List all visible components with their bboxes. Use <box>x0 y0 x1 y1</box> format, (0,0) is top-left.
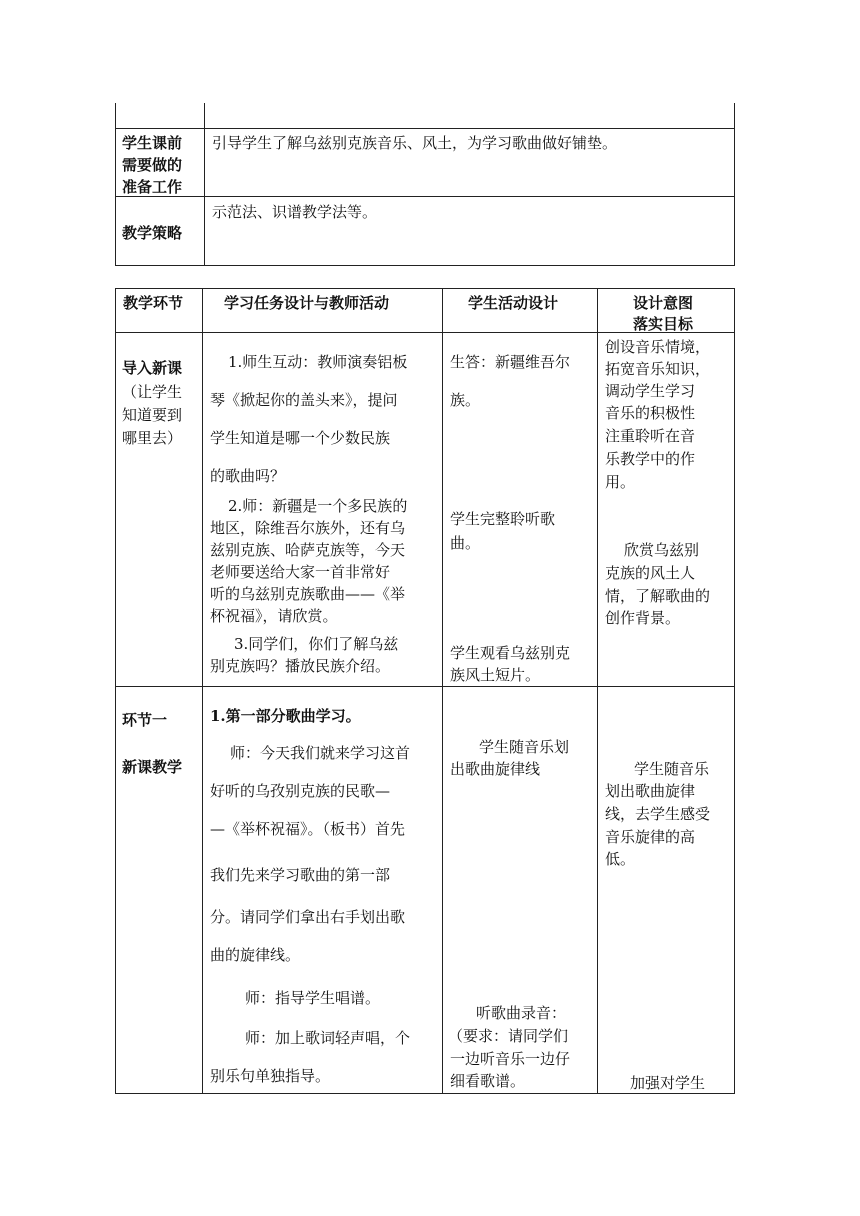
header-student-activity: 学生活动设计 <box>468 294 559 312</box>
intro-intent-line: 创作背景。 <box>605 609 681 627</box>
table2-col-divider <box>202 288 203 1094</box>
section1-stage-name: 新课教学 <box>122 758 183 776</box>
intro-intent-line: 拓宽音乐知识， <box>605 360 711 378</box>
table2-left-border <box>115 288 116 1094</box>
table2-row-divider <box>115 686 735 687</box>
header-intent: 设计意图 <box>633 294 694 312</box>
intro-student-line: 生答：新疆维吾尔 <box>450 353 571 371</box>
intro-intent-line: 欣赏乌兹别 <box>624 541 700 559</box>
intro-student-line: 族。 <box>450 391 481 409</box>
section1-student-line: （要求：请同学们 <box>448 1027 569 1045</box>
section1-teacher-line: 好听的乌孜别克族的民歌— <box>210 782 391 800</box>
header-goal: 落实目标 <box>633 315 694 333</box>
strategy-label: 教学策略 <box>122 224 183 242</box>
section1-intent-line: 加强对学生 <box>630 1074 706 1092</box>
section1-stage-title: 环节一 <box>122 711 168 729</box>
intro-teacher-line: 3.同学们，你们了解乌兹 <box>234 635 399 653</box>
intro-intent-line: 情，了解歌曲的 <box>605 587 711 605</box>
intro-teacher-line: 杯祝福》，请欣赏。 <box>210 607 338 625</box>
intro-intent-line: 注重聆听在音 <box>605 427 696 445</box>
intro-intent-line: 创设音乐情境， <box>605 338 711 356</box>
header-teacher-activity: 学习任务设计与教师活动 <box>224 294 390 312</box>
table2-right-border <box>734 288 735 1094</box>
intro-teacher-line: 兹别克族、哈萨克族等，今天 <box>210 541 406 559</box>
table2-top-border <box>115 288 735 289</box>
section1-teacher-line: 师：加上歌词轻声唱，个 <box>245 1029 411 1047</box>
section1-teacher-line: 分。请同学们拿出右手划出歌 <box>210 908 406 926</box>
section1-student-line: 细看歌谱。 <box>450 1072 526 1090</box>
intro-intent-line: 乐教学中的作 <box>605 450 696 468</box>
prep-label-line: 需要做的 <box>122 156 183 174</box>
section1-student-line: 听歌曲录音： <box>476 1004 567 1022</box>
intro-teacher-line: 琴《掀起你的盖头来》，提问 <box>210 391 398 409</box>
intro-teacher-line: 1.师生互动：教师演奏铝板 <box>228 353 408 371</box>
intro-teacher-line: 学生知道是哪一个少数民族 <box>210 429 391 447</box>
intro-student-line: 曲。 <box>450 534 481 552</box>
intro-intent-line: 音乐的积极性 <box>605 404 696 422</box>
intro-stage-note: 知道要到 <box>122 406 183 424</box>
intro-stage-note: （让学生 <box>122 383 183 401</box>
table1-row-divider <box>115 128 735 129</box>
section1-teacher-line: —《举杯祝福》。（板书）首先 <box>210 820 406 838</box>
section1-intent-line: 划出歌曲旋律 <box>605 782 696 800</box>
section1-teacher-heading: 1.第一部分歌曲学习。 <box>210 707 361 725</box>
intro-teacher-line: 听的乌兹别克族歌曲——《举 <box>210 585 406 603</box>
section1-teacher-line: 师：今天我们就来学习这首 <box>230 744 411 762</box>
table2-col-divider <box>442 288 443 1094</box>
intro-teacher-line: 地区，除维吾尔族外，还有乌 <box>210 519 406 537</box>
section1-intent-line: 音乐旋律的高 <box>605 828 696 846</box>
intro-stage-note: 哪里去） <box>122 429 183 447</box>
intro-student-line: 学生完整聆听歌 <box>450 510 556 528</box>
intro-teacher-line: 老师要送给大家一首非常好 <box>210 563 391 581</box>
intro-student-line: 学生观看乌兹别克 <box>450 644 571 662</box>
intro-student-line: 族风土短片。 <box>450 666 541 684</box>
section1-intent-line: 线，去学生感受 <box>605 805 711 823</box>
intro-teacher-line: 的歌曲吗？ <box>210 467 286 485</box>
table1-bottom-border <box>115 265 735 266</box>
intro-intent-line: 调动学生学习 <box>605 382 696 400</box>
header-stage: 教学环节 <box>123 294 184 312</box>
section1-teacher-line: 师：指导学生唱谱。 <box>245 989 381 1007</box>
section1-teacher-line: 别乐句单独指导。 <box>210 1067 331 1085</box>
intro-teacher-line: 2.师：新疆是一个多民族的 <box>228 497 408 515</box>
table2-col-divider <box>597 288 598 1094</box>
strategy-content: 示范法、识谱教学法等。 <box>212 203 378 221</box>
prep-label-line: 学生课前 <box>122 134 183 152</box>
section1-teacher-line: 曲的旋律线。 <box>210 946 301 964</box>
intro-stage-title: 导入新课 <box>122 359 183 377</box>
intro-teacher-line: 别克族吗？播放民族介绍。 <box>210 657 391 675</box>
prep-label-line: 准备工作 <box>122 178 183 196</box>
section1-student-line: 出歌曲旋律线 <box>450 760 541 778</box>
intro-intent-line: 用。 <box>605 473 636 491</box>
section1-student-line: 学生随音乐划 <box>479 738 570 756</box>
section1-student-line: 一边听音乐一边仔 <box>450 1050 571 1068</box>
intro-intent-line: 克族的风土人 <box>605 564 696 582</box>
section1-intent-line: 学生随音乐 <box>634 760 710 778</box>
section1-intent-line: 低。 <box>605 850 636 868</box>
table1-row-divider <box>115 196 735 197</box>
section1-teacher-line: 我们先来学习歌曲的第一部 <box>210 866 391 884</box>
prep-content: 引导学生了解乌兹别克族音乐、风土，为学习歌曲做好铺垫。 <box>212 134 618 152</box>
